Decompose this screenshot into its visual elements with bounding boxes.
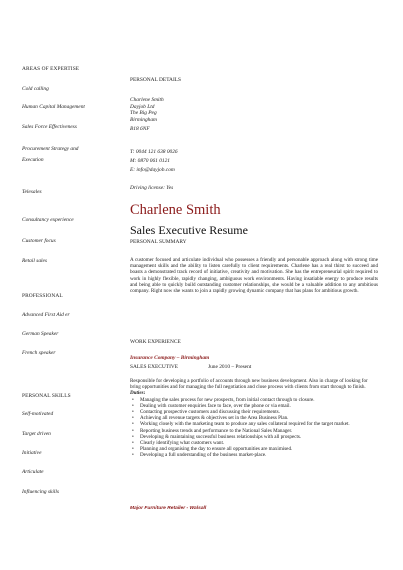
address-street: The Big Peg — [130, 110, 157, 116]
list-item: • Contacting prospective customers and discussing their requirements. — [130, 409, 378, 415]
address-company: Dayjob Ltd — [130, 103, 155, 110]
contact-mobile: M: 0870 061 0121 — [130, 158, 170, 164]
job-title: Sales Executive Resume — [130, 223, 248, 237]
sidebar-item: Retail sales — [22, 258, 48, 264]
job1-bullets — [130, 397, 378, 459]
candidate-name: Charlene Smith — [130, 202, 221, 218]
sidebar-item: Initiative — [22, 450, 42, 456]
sidebar-item: Target driven — [22, 431, 51, 437]
address-city: Birmingham — [130, 116, 157, 123]
job1-intro: Responsible for developing a portfolio of accounts through new business development. Also in charge of looking for bring opportunities and for managing the full negotiation and close process with clients from start through to finish. Duties: — [130, 378, 368, 397]
list-item: • Achieving all revenue targets & objectives set in the Area Business Plan. — [130, 415, 378, 421]
job1-dates: June 2010 – Present — [208, 364, 252, 370]
address-block — [130, 97, 164, 133]
sidebar-item: Articulate — [22, 469, 44, 475]
sidebar-item: French speaker — [22, 350, 56, 356]
main-content — [130, 0, 385, 570]
job1-role: SALES EXECUTIVE — [130, 364, 179, 370]
sidebar-item: German Speaker — [22, 331, 59, 337]
list-item: • Working closely with the marketing team to produce any sales collateral required for the target market. — [130, 421, 378, 427]
job1-role-line — [130, 364, 380, 371]
list-item: • Clearly identifying what customers want. — [130, 440, 378, 446]
sidebar-item: Procurement Strategy and — [22, 146, 79, 152]
sidebar-item: Human Capital Management — [22, 104, 85, 110]
sidebar-item: Influencing skills — [22, 489, 59, 495]
address-postcode: B18 6NF — [130, 126, 150, 132]
list-item: • Developing & maintaining successful business relationships with all prospects. — [130, 434, 378, 440]
job1-duties — [130, 378, 378, 459]
job2-company: Major Furniture Retailer - Walsall — [130, 506, 207, 511]
sidebar-item: Sales Force Effectiveness — [22, 124, 77, 130]
job1-company: Insurance Company – Birmingham — [130, 355, 210, 361]
list-item: • Developing a full understanding of the business market-place. — [130, 452, 378, 458]
duties-label: Duties — [130, 390, 144, 397]
sidebar-heading-personal-skills: PERSONAL SKILLS — [22, 393, 71, 399]
sidebar-heading-professional: PROFESSIONAL — [22, 293, 63, 299]
summary-text: A customer focused and articulate individual who possesses a friendly and personable approach along with strong time management skills and the ability to listen carefully to client requirements. Charlene has a real thirst to succeed and boasts a demonstrated track record of initiative, creativity and motivation. She has the entrepreneurial spirit required to work in highly flexible, rapidly changing, ambiguous work environments. Having insatiable energy to produce results and being able to quickly build outstanding customer relationships, she would be a valuable addition to any ambitious company. Right now she wants to join a rapidly growing dynamic company that has plans for ambitious growth. — [130, 257, 378, 295]
list-item: • Managing the sales process for new prospects, from initial contact through to closure. — [130, 397, 378, 403]
contact-phone: T: 0044 121 638 0026 — [130, 149, 178, 155]
sidebar-item: Telesales — [22, 189, 42, 195]
address-name: Charlene Smith — [130, 97, 164, 103]
driving-license: Driving license: Yes — [130, 185, 174, 191]
job1-intro-text: Responsible for developing a portfolio of accounts through new business development. Also in charge of looking for bring opportunities and for managing the full negotiation and close process with clients from start through to finish. — [130, 378, 368, 391]
sidebar-item: Cold calling — [22, 86, 49, 92]
sidebar — [0, 0, 125, 570]
personal-details-heading: PERSONAL DETAILS — [130, 77, 182, 83]
contact-email[interactable]: E: info@dayjob.com — [130, 167, 175, 173]
work-experience-heading: WORK EXPERIENCE — [130, 339, 181, 345]
summary-heading: PERSONAL SUMMARY — [130, 239, 187, 245]
sidebar-item: Execution — [22, 157, 44, 163]
sidebar-item: Self-motivated — [22, 411, 54, 417]
sidebar-item: Advanced First Aid er — [22, 312, 70, 318]
list-item: • Planning and organising the day to ensure all opportunities are maximised. — [130, 446, 378, 452]
contact-block — [130, 149, 178, 174]
list-item: • Reporting business trends and performance to the National Sales Manager. — [130, 428, 378, 434]
sidebar-item: Customer focus — [22, 238, 56, 244]
list-item: • Dealing with customer enquiries face to face, over the phone or via email. — [130, 403, 378, 409]
sidebar-item: Consultancy experience — [22, 217, 74, 223]
sidebar-heading-expertise: AREAS OF EXPERTISE — [22, 66, 80, 72]
